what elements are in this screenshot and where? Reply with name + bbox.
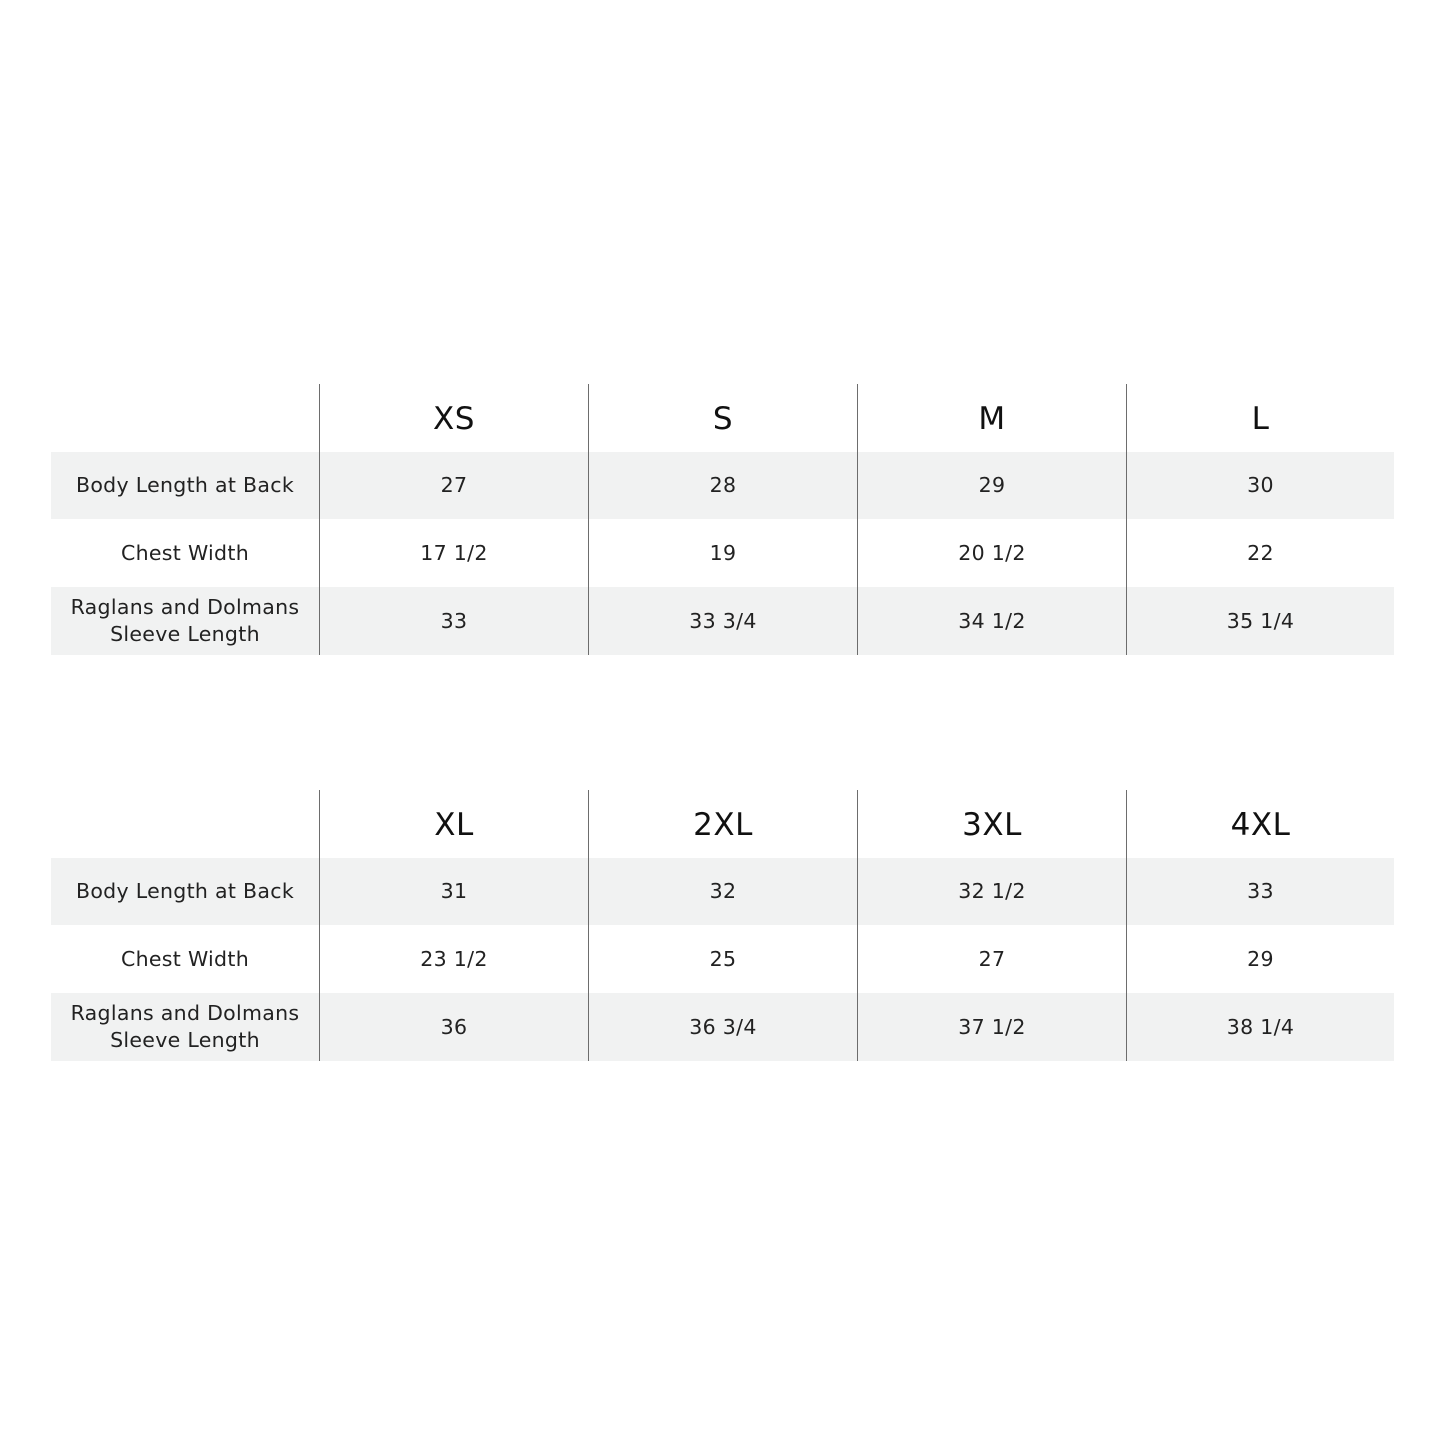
size-header: L xyxy=(1126,384,1394,452)
row-label-sleeve-length xyxy=(51,587,319,655)
size-header: M xyxy=(857,384,1126,452)
table-cell: 33 3/4 xyxy=(588,587,857,655)
table-cell: 30 xyxy=(1126,452,1394,519)
table-cell: 38 1/4 xyxy=(1126,993,1394,1061)
table-cell: 23 1/2 xyxy=(319,925,588,993)
table-cell: 36 xyxy=(319,993,588,1061)
table-cell: 27 xyxy=(857,925,1126,993)
row-label-line: Raglans and Dolmans xyxy=(70,1001,300,1025)
table-cell: 35 1/4 xyxy=(1126,587,1394,655)
table-cell: 28 xyxy=(588,452,857,519)
table-cell: 32 xyxy=(588,858,857,925)
row-label-line: Sleeve Length xyxy=(110,1028,260,1052)
table-cell: 32 1/2 xyxy=(857,858,1126,925)
row-label-line: Raglans and Dolmans xyxy=(70,595,300,619)
table-cell: 27 xyxy=(319,452,588,519)
table-cell: 29 xyxy=(1126,925,1394,993)
table-cell: 33 xyxy=(319,587,588,655)
size-header: XL xyxy=(319,790,588,858)
table-cell: 22 xyxy=(1126,519,1394,587)
size-header: 3XL xyxy=(857,790,1126,858)
row-label-sleeve-length xyxy=(51,993,319,1061)
table-cell: 36 3/4 xyxy=(588,993,857,1061)
table-cell: 19 xyxy=(588,519,857,587)
row-label-chest-width: Chest Width xyxy=(120,946,249,971)
header-corner xyxy=(51,384,319,452)
size-header: XS xyxy=(319,384,588,452)
table-cell: 17 1/2 xyxy=(319,519,588,587)
table-cell: 33 xyxy=(1126,858,1394,925)
table-cell: 20 1/2 xyxy=(857,519,1126,587)
size-header: 2XL xyxy=(588,790,857,858)
row-label-body-length: Body Length at Back xyxy=(51,858,319,925)
size-chart-table-1 xyxy=(51,384,1394,655)
size-chart-table-2 xyxy=(51,790,1394,1061)
header-corner xyxy=(51,790,319,858)
table-cell: 29 xyxy=(857,452,1126,519)
table-cell: 25 xyxy=(588,925,857,993)
table-cell: 34 1/2 xyxy=(857,587,1126,655)
size-header: S xyxy=(588,384,857,452)
row-label-body-length: Body Length at Back xyxy=(51,452,319,519)
table-cell: 37 1/2 xyxy=(857,993,1126,1061)
table-cell: 31 xyxy=(319,858,588,925)
row-label-chest-width: Chest Width xyxy=(120,540,249,565)
size-header: 4XL xyxy=(1126,790,1394,858)
row-label-line: Sleeve Length xyxy=(110,622,260,646)
